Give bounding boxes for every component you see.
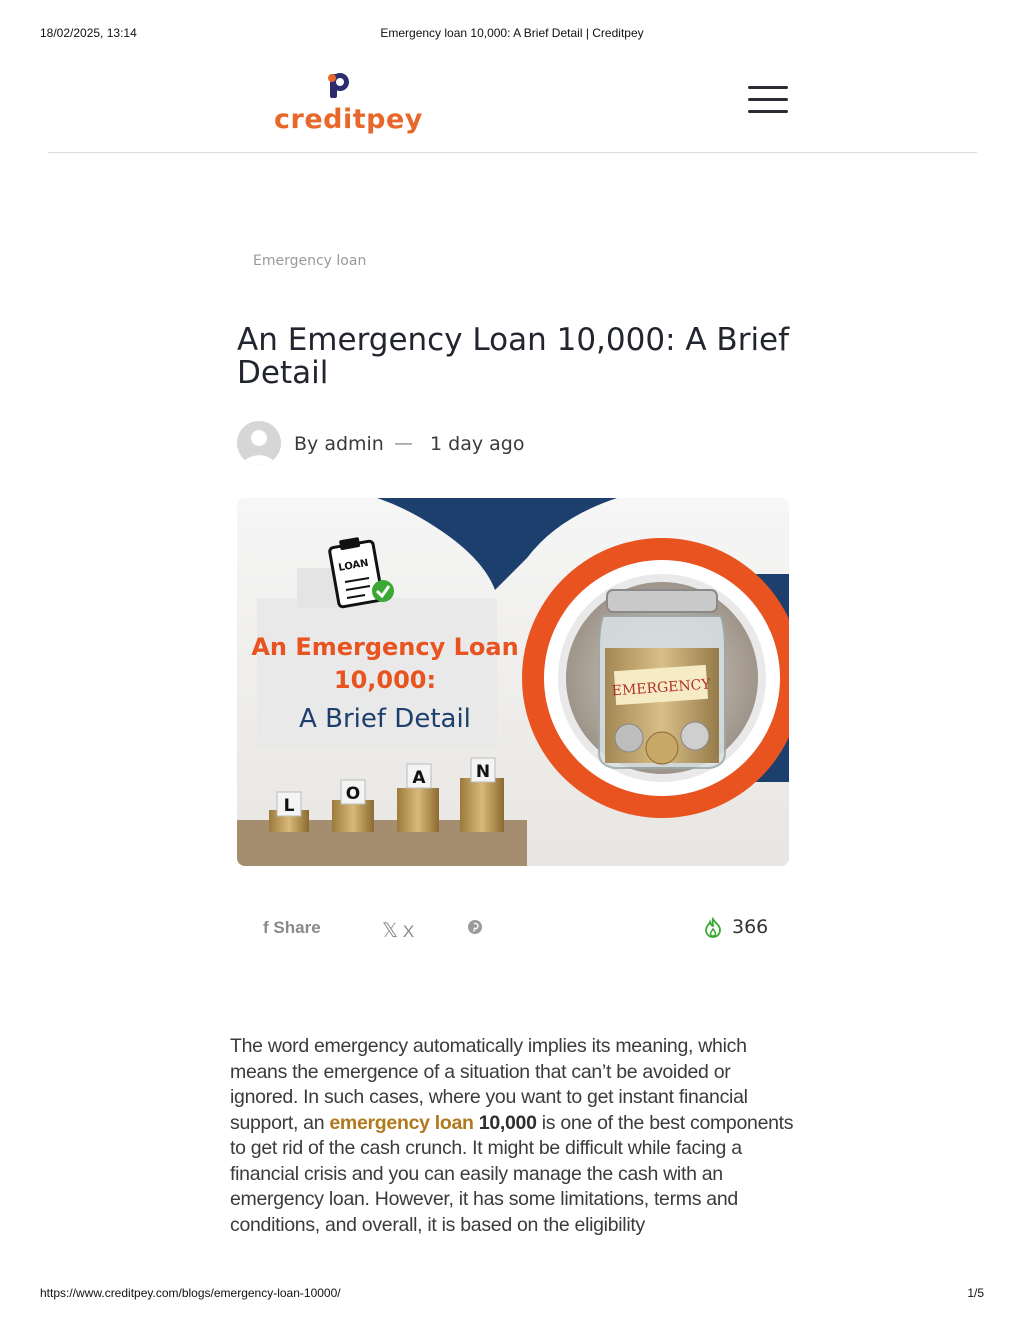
print-header bbox=[0, 26, 1024, 42]
site-header bbox=[48, 60, 977, 153]
loan-tag-text: LOAN bbox=[337, 557, 370, 574]
bold-amount: 10,000 bbox=[473, 1111, 537, 1134]
menu-bar-icon bbox=[748, 86, 788, 89]
stack-letter: N bbox=[475, 762, 491, 782]
print-url: https://www.creditpey.com/blogs/emergency-loan-10000/ bbox=[40, 1286, 341, 1300]
view-count-value: 366 bbox=[732, 916, 769, 938]
pinterest-share-icon[interactable] bbox=[467, 919, 483, 935]
page-title: An Emergency Loan 10,000: A Brief Detail bbox=[237, 322, 790, 391]
avatar[interactable] bbox=[237, 421, 281, 465]
facebook-share-button[interactable] bbox=[263, 918, 321, 938]
stack-letter: O bbox=[345, 784, 361, 804]
creditpey-logo[interactable] bbox=[274, 70, 423, 135]
print-footer bbox=[0, 1286, 1024, 1302]
post-date: 1 day ago bbox=[430, 433, 525, 455]
x-logo-icon: 𝕏 bbox=[382, 920, 399, 942]
jar-label-text: EMERGENCY bbox=[611, 676, 712, 700]
hero-image bbox=[237, 498, 789, 866]
logo-mark-icon bbox=[326, 72, 354, 100]
author-link[interactable]: By admin bbox=[294, 433, 384, 455]
flame-icon bbox=[702, 917, 724, 939]
logo-text: creditpey bbox=[274, 104, 423, 135]
meta-separator: — bbox=[395, 433, 412, 452]
print-datetime: 18/02/2025, 13:14 bbox=[40, 26, 137, 40]
category-link[interactable]: Emergency loan bbox=[253, 253, 367, 269]
x-share-label: X bbox=[402, 922, 415, 941]
article-meta bbox=[237, 421, 797, 467]
stack-letter: A bbox=[412, 768, 426, 788]
paragraph-text: The word emergency automatically implies its meaning, which means the emergence of a situation that can’t be avoided or ignored. In such cases, where you want to get instant financial support, an bbox=[230, 1035, 748, 1134]
stack-letter: L bbox=[283, 796, 295, 816]
menu-bar-icon bbox=[748, 98, 788, 101]
article-paragraph bbox=[230, 1034, 798, 1238]
print-doc-title: Emergency loan 10,000: A Brief Detail | Creditpey bbox=[380, 26, 644, 40]
x-share-button[interactable] bbox=[382, 918, 414, 943]
paragraph-text: is one of the best components to get rid of the cash crunch. It might be difficult while facing a financial crisis and you can easily manage the cash with an emergency loan. However, it has some limitations, terms and conditions, and overall, it is based on the eligibility bbox=[230, 1111, 794, 1236]
emergency-loan-link[interactable]: emergency loan bbox=[329, 1111, 474, 1134]
hero-headline-2: 10,000: bbox=[333, 666, 437, 694]
menu-bar-icon bbox=[748, 110, 788, 113]
hamburger-menu-button[interactable] bbox=[748, 84, 788, 116]
share-bar bbox=[237, 910, 789, 946]
user-avatar-icon bbox=[237, 421, 281, 465]
hero-headline-3: A Brief Detail bbox=[299, 704, 471, 734]
hero-headline-1: An Emergency Loan bbox=[251, 633, 519, 661]
print-page-number: 1/5 bbox=[967, 1286, 984, 1300]
facebook-share-label: Share bbox=[273, 918, 321, 937]
facebook-icon: f bbox=[263, 918, 269, 937]
